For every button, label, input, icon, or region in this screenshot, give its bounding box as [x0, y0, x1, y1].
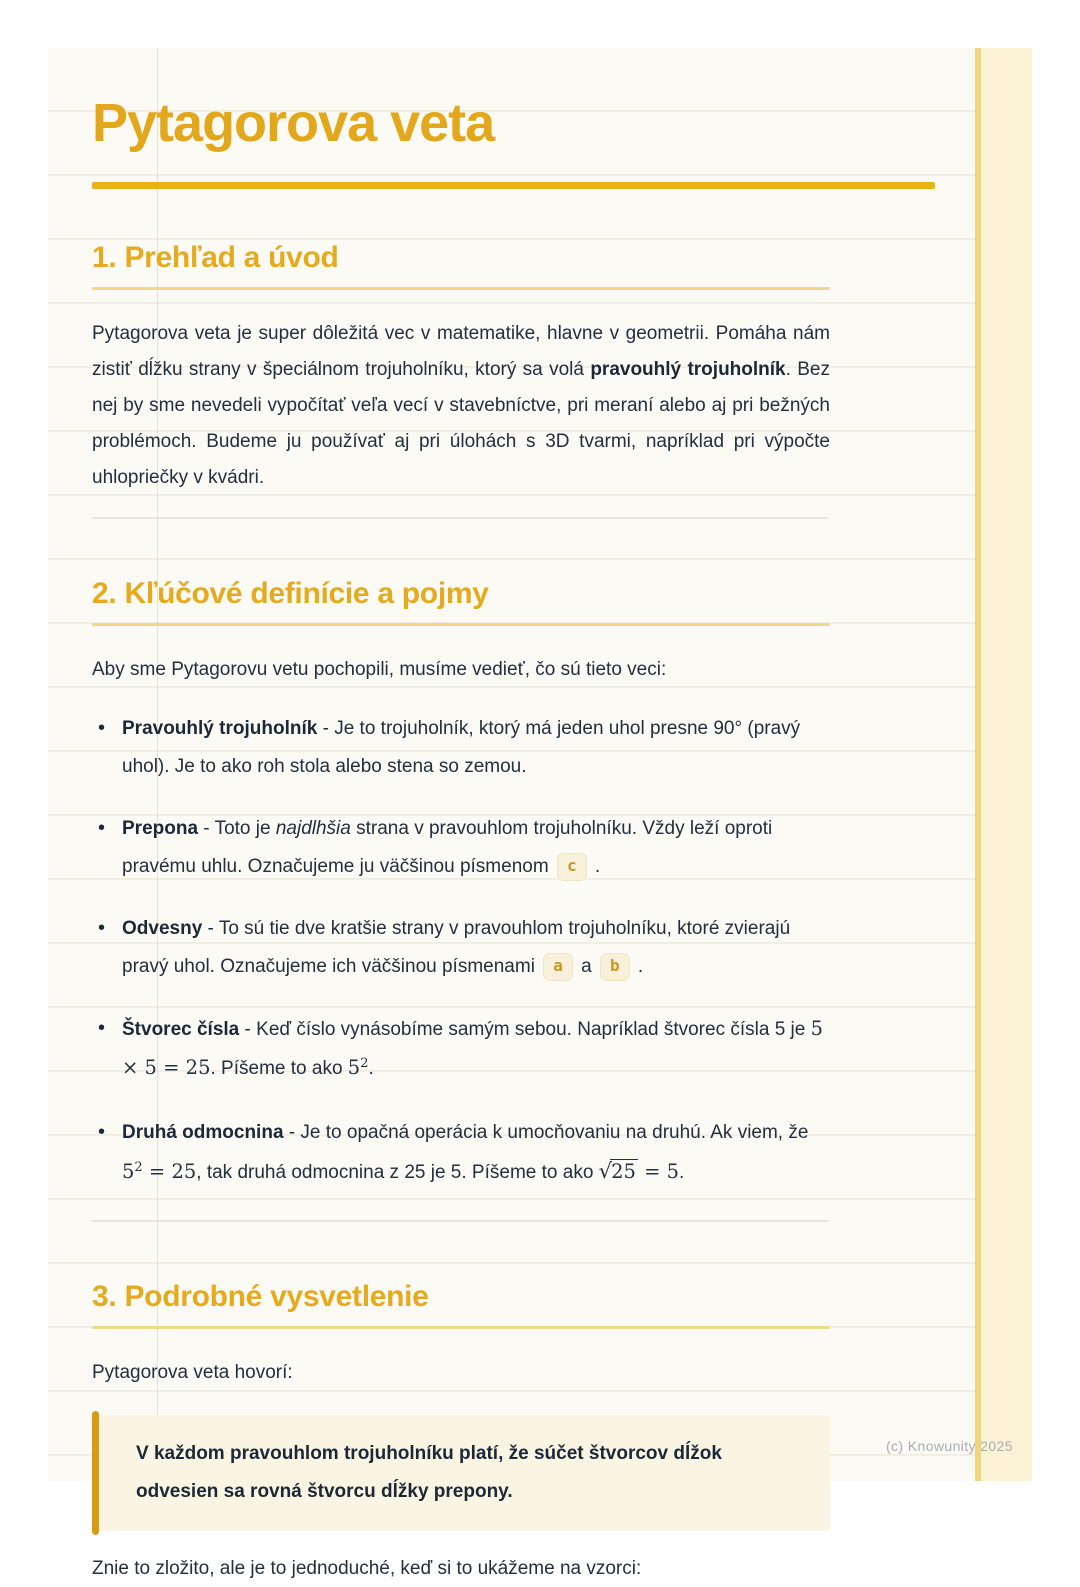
definitions-list: [92, 710, 830, 1194]
math-sqrt-sign: √: [598, 1159, 613, 1183]
intro-bold-term: pravouhlý trojuholník: [590, 359, 786, 380]
definition-term: Odvesny: [122, 918, 203, 939]
title-underline-rule: [92, 182, 935, 189]
math-sqrt-radicand: 25: [611, 1160, 636, 1183]
definition-text: .: [368, 1058, 374, 1079]
copyright-footer: (c) Knowunity 2025: [885, 1438, 1013, 1454]
note-content: [92, 48, 830, 1587]
definition-item-druha-odmocnina: [92, 1114, 830, 1194]
section-divider-2: [92, 1220, 828, 1222]
intro-text-before: Pytagorova veta je super dôležitá vec v matematike, hlavne v geometrii. Pomáha nám zistiť dĺžku strany v špeciálnom trojuholníku, ktorý sa volá: [92, 323, 830, 380]
section-divider-1: [92, 517, 828, 519]
definition-term: Pravouhlý trojuholník: [122, 718, 318, 739]
definition-separator: -: [239, 1019, 257, 1040]
after-quote-paragraph: Znie to zložito, ale je to jednoduché, keď si to ukážeme na vzorci:: [92, 1558, 642, 1579]
math-power-base: 5: [347, 1056, 361, 1079]
definition-term: Štvorec čísla: [122, 1019, 240, 1040]
definition-text: Je to trojuholník, ktorý má jeden uhol presne 90° (pravý uhol). Je to ako roh stola alebo stena so zemou.: [122, 718, 801, 777]
callout-accent-bar: [92, 1411, 99, 1535]
definition-item-odvesny: [92, 910, 830, 986]
math-power-exponent: 2: [134, 1160, 143, 1175]
math-power-base: 5: [122, 1160, 135, 1183]
math-power-exponent: 2: [360, 1056, 369, 1071]
intro-text-after: . Bez nej by sme nevedeli vypočítať veľa vecí v stavebníctve, pri meraní alebo aj pri bežných problémoch. Budeme ju používať aj pri úlohách s 3D tvarmi, napríklad pri výpočte uhlopriečky v kvádri.: [92, 359, 830, 488]
definitions-intro: Aby sme Pytagorovu vetu pochopili, musíme vedieť, čo sú tieto veci:: [92, 659, 667, 680]
definition-item-pravouhly-trojuholnik: [92, 710, 830, 786]
definition-text: To sú tie dve kratšie strany v pravouhlom trojuholníku, ktoré zvierajú pravý uhol. Označujeme ich väčšinou písmenami: [122, 918, 791, 977]
definition-text: strana v pravouhlom trojuholníku. Vždy leží oproti pravému uhlu. Označujeme ju väčšinou písmenom: [122, 818, 773, 877]
definition-term: Druhá odmocnina: [122, 1122, 284, 1143]
variable-badge-c: c: [557, 853, 587, 881]
math-product-formula: 5 × 5 = 25: [122, 1017, 824, 1079]
definition-term: Prepona: [122, 818, 199, 839]
definition-text: .: [632, 956, 644, 977]
theorem-callout: [92, 1415, 830, 1531]
definition-text: , tak druhá odmocnina z 25 je 5. Píšeme to ako: [196, 1162, 599, 1183]
definition-separator: -: [283, 1122, 301, 1143]
definition-text: Keď číslo vynásobíme samým sebou. Napríklad štvorec čísla 5 je: [256, 1019, 811, 1040]
definition-text: Toto je: [214, 818, 276, 839]
theorem-statement: V každom pravouhlom trojuholníku platí, že súčet štvorcov dĺžok odvesien sa rovná štvorcu dĺžky prepony.: [136, 1443, 722, 1502]
section-rule-1: [92, 287, 830, 290]
section-rule-2: [92, 623, 830, 626]
note-page-card: [48, 48, 1032, 1579]
definition-separator: -: [317, 718, 335, 739]
definition-item-prepona: [92, 810, 830, 886]
variable-badge-a: a: [543, 953, 573, 981]
definition-separator: -: [202, 918, 219, 939]
math-power-equals: = 25: [142, 1160, 197, 1183]
page-title: Pytagorova veta: [92, 93, 495, 153]
definition-conjunction: a: [575, 956, 597, 977]
section-heading-3: 3. Podrobné vysvetlenie: [92, 1280, 429, 1313]
section-heading-2: 2. Kľúčové definície a pojmy: [92, 577, 489, 610]
definition-separator: -: [198, 818, 215, 839]
paper-edge-stripe: [975, 48, 1032, 1481]
intro-paragraph: [92, 316, 830, 496]
definition-text: Je to opačná operácia k umocňovaniu na druhú. Ak viem, že: [300, 1122, 809, 1143]
definition-text: .: [679, 1162, 685, 1183]
definition-text: .: [589, 856, 601, 877]
section-heading-1: 1. Prehľad a úvod: [92, 241, 339, 274]
theorem-lead: Pytagorova veta hovorí:: [92, 1362, 293, 1383]
math-sqrt-equals: = 5: [637, 1160, 680, 1183]
definition-text: . Píšeme to ako: [210, 1058, 348, 1079]
variable-badge-b: b: [600, 953, 630, 981]
section-rule-3: [92, 1326, 830, 1329]
definition-italic-word: najdlhšia: [275, 818, 351, 839]
definition-item-stvorec-cisla: [92, 1010, 830, 1090]
